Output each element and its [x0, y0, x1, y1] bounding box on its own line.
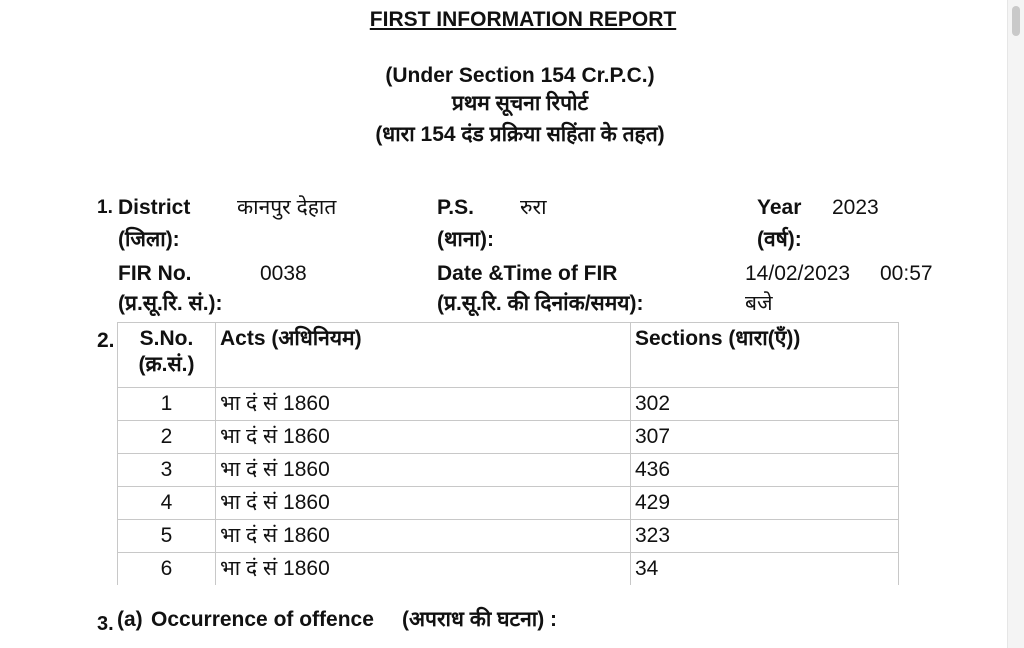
district-label: District: [118, 196, 191, 219]
police-station-value: रुरा: [520, 196, 547, 219]
fir-datetime-label-hindi: (प्र.सू.रि. की दिनांक/समय):: [437, 292, 644, 315]
police-station-label-hindi: (थाना):: [437, 228, 494, 251]
row-sno: 6: [118, 553, 216, 586]
fir-number-label: FIR No.: [118, 262, 192, 285]
column-header-sno-en: S.No.: [139, 327, 194, 350]
row-act: भा दं सं 1860: [216, 421, 631, 454]
row-section: 34: [631, 553, 899, 586]
item-3-sub: (a): [117, 608, 143, 631]
occurrence-of-offence-label: Occurrence of offence: [151, 608, 374, 631]
row-act: भा दं सं 1860: [216, 487, 631, 520]
document-title-hindi: प्रथम सूचना रिपोर्ट: [451, 92, 589, 115]
table-header-row: [118, 323, 899, 388]
column-header-sno-hi: (क्र.सं.): [138, 353, 195, 376]
row-section: 436: [631, 454, 899, 487]
column-header-sections: Sections (धारा(एँ)): [631, 323, 899, 388]
row-act: भा दं सं 1860: [216, 388, 631, 421]
table-row: [118, 553, 899, 586]
table-row: [118, 388, 899, 421]
document-title: FIRST INFORMATION REPORT: [369, 8, 677, 31]
fir-time-value: 00:57: [880, 262, 933, 285]
row-act: भा दं सं 1860: [216, 454, 631, 487]
row-section: 429: [631, 487, 899, 520]
column-header-acts: Acts (अधिनियम): [216, 323, 631, 388]
row-section: 323: [631, 520, 899, 553]
section-reference-en: (Under Section 154 Cr.P.C.): [385, 64, 655, 87]
fir-date-value: 14/02/2023: [745, 262, 851, 285]
table-row: [118, 487, 899, 520]
row-act: भा दं सं 1860: [216, 553, 631, 586]
acts-sections-table: [117, 322, 899, 585]
row-sno: 3: [118, 454, 216, 487]
row-sno: 2: [118, 421, 216, 454]
row-sno: 5: [118, 520, 216, 553]
item-3-number: 3.: [97, 613, 114, 635]
column-header-sno: [118, 323, 216, 388]
row-sno: 1: [118, 388, 216, 421]
row-sno: 4: [118, 487, 216, 520]
scrollbar-thumb[interactable]: [1012, 6, 1020, 36]
district-value: कानपुर देहात: [237, 196, 337, 219]
row-section: 302: [631, 388, 899, 421]
vertical-scrollbar[interactable]: [1007, 0, 1024, 648]
table-row: [118, 454, 899, 487]
fir-time-suffix: बजे: [745, 292, 773, 315]
year-label-hindi: (वर्ष):: [757, 228, 802, 251]
year-label: Year: [757, 196, 802, 219]
table-row: [118, 421, 899, 454]
fir-number-value: 0038: [260, 262, 307, 285]
item-1-number: 1.: [97, 197, 113, 218]
year-value: 2023: [832, 196, 879, 219]
fir-number-label-hindi: (प्र.सू.रि. सं.):: [118, 292, 223, 315]
fir-datetime-label: Date &Time of FIR: [437, 262, 618, 285]
table-row: [118, 520, 899, 553]
row-act: भा दं सं 1860: [216, 520, 631, 553]
police-station-label: P.S.: [437, 196, 474, 219]
item-2-number: 2.: [97, 329, 115, 352]
row-section: 307: [631, 421, 899, 454]
occurrence-of-offence-label-hindi: (अपराध की घटना) :: [402, 608, 558, 631]
section-reference-hindi: (धारा 154 दंड प्रक्रिया सहिंता के तहत): [375, 123, 665, 146]
district-label-hindi: (जिला):: [118, 228, 180, 251]
